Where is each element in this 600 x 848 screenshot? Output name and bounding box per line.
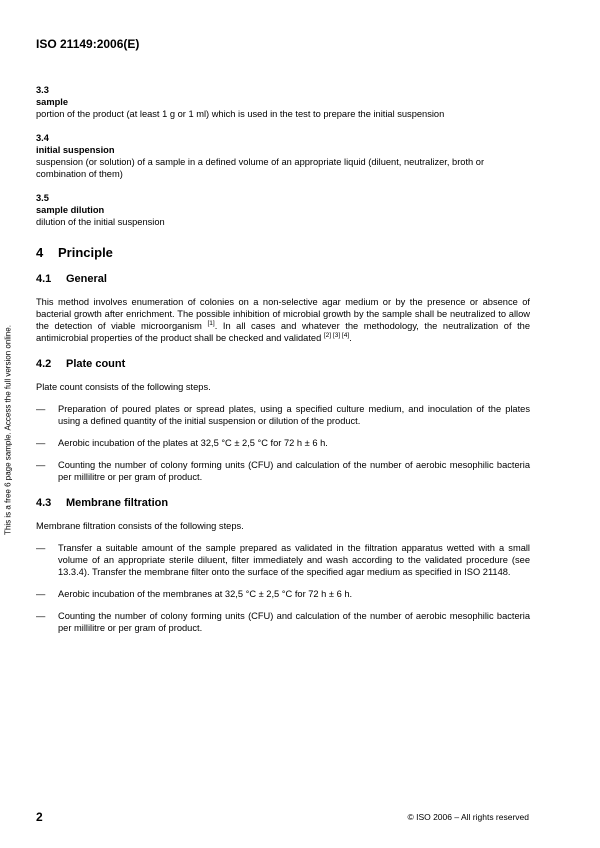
term-definition: portion of the product (at least 1 g or 1 ml) which is used in the test to prepare the initial suspension [36,109,445,119]
dash-bullet: — [36,543,46,553]
section-number: 4.3 [36,497,52,509]
section-number: 4 [36,245,44,260]
term-name: sample dilution [36,205,105,215]
term-number: 3.4 [36,133,49,143]
list-item-text: Preparation of poured plates or spread plates, using a specified culture medium, and inoculation of the plates using a defined quantity of the initial suspension or dilution of the product. [58,404,530,426]
section-number: 4.1 [36,273,52,285]
dash-bullet: — [36,404,46,414]
list-item-text: Counting the number of colony forming units (CFU) and calculation of the number of aerobic mesophilic bacteria per millilitre or per gram of product. [58,460,530,482]
list-item [36,403,530,427]
list-item-text: Aerobic incubation of the plates at 32,5 °C ± 2,5 °C for 72 h ± 6 h. [58,438,328,448]
paragraph-text: . [349,333,352,343]
list-item [36,437,530,449]
paragraph-text: . In all cases and whatever the methodology, the neutralization of the antimicrobial properties of the product shall be checked and validated [36,321,531,343]
page-number: 2 [36,810,43,824]
term-number: 3.3 [36,85,49,95]
dash-bullet: — [36,438,46,448]
term-3-5 [36,192,530,228]
sample-notice [2,300,14,560]
sample-notice-text: This is a free 6 page sample. Access the full version online. [3,325,13,535]
membrane-filtration-intro: Membrane filtration consists of the following steps. [36,521,244,531]
term-3-4 [36,132,530,180]
section-4-2-heading [36,358,530,370]
term-name: sample [36,97,69,107]
list-item-text: Counting the number of colony forming units (CFU) and calculation of the number of aerobic mesophilic bacteria per millilitre or per gram of product. [58,611,530,633]
copyright-notice: © ISO 2006 – All rights reserved [407,812,529,822]
section-title: General [66,273,107,285]
list-item-text: Aerobic incubation of the membranes at 32,5 °C ± 2,5 °C for 72 h ± 6 h. [58,589,353,599]
paragraph-text: This method involves enumeration of colonies on a non-selective agar medium or by the presence or absence of bacterial growth after enrichment. The possible inhibition of microbial growth by the sample shall be neutralized to allow the detection of viable microorganism [36,297,530,331]
dash-bullet: — [36,611,46,621]
list-item [36,610,530,634]
section-4-3-heading [36,497,530,509]
page-content [36,84,530,644]
section-title: Membrane filtration [66,497,169,509]
general-paragraph [36,296,530,344]
list-item [36,542,530,578]
document-id-header: ISO 21149:2006(E) [36,37,140,51]
term-number: 3.5 [36,193,49,203]
term-definition: suspension (or solution) of a sample in a defined volume of an appropriate liquid (diluent, neutralizer, broth or combination of them) [36,157,485,179]
dash-bullet: — [36,460,46,470]
reference-link[interactable]: [1] [207,319,215,327]
plate-count-intro: Plate count consists of the following steps. [36,382,211,392]
section-4-heading [36,247,530,259]
section-title: Principle [58,245,113,260]
dash-bullet: — [36,589,46,599]
section-number: 4.2 [36,358,52,370]
reference-link[interactable]: [2] [3] [4] [323,331,350,339]
term-definition: dilution of the initial suspension [36,217,165,227]
section-4-1-heading [36,273,530,285]
term-name: initial suspension [36,145,115,155]
list-item [36,459,530,483]
section-title: Plate count [66,358,126,370]
list-item-text: Transfer a suitable amount of the sample prepared as validated in the filtration apparatus wetted with a small volume of an appropriate sterile diluent, filter immediately and wash according to the validated procedure (see 13.3.4). Transfer the membrane filter onto the surface of the specified agar medium as specified in ISO 21148. [58,543,530,577]
term-3-3 [36,84,530,120]
list-item [36,588,530,600]
